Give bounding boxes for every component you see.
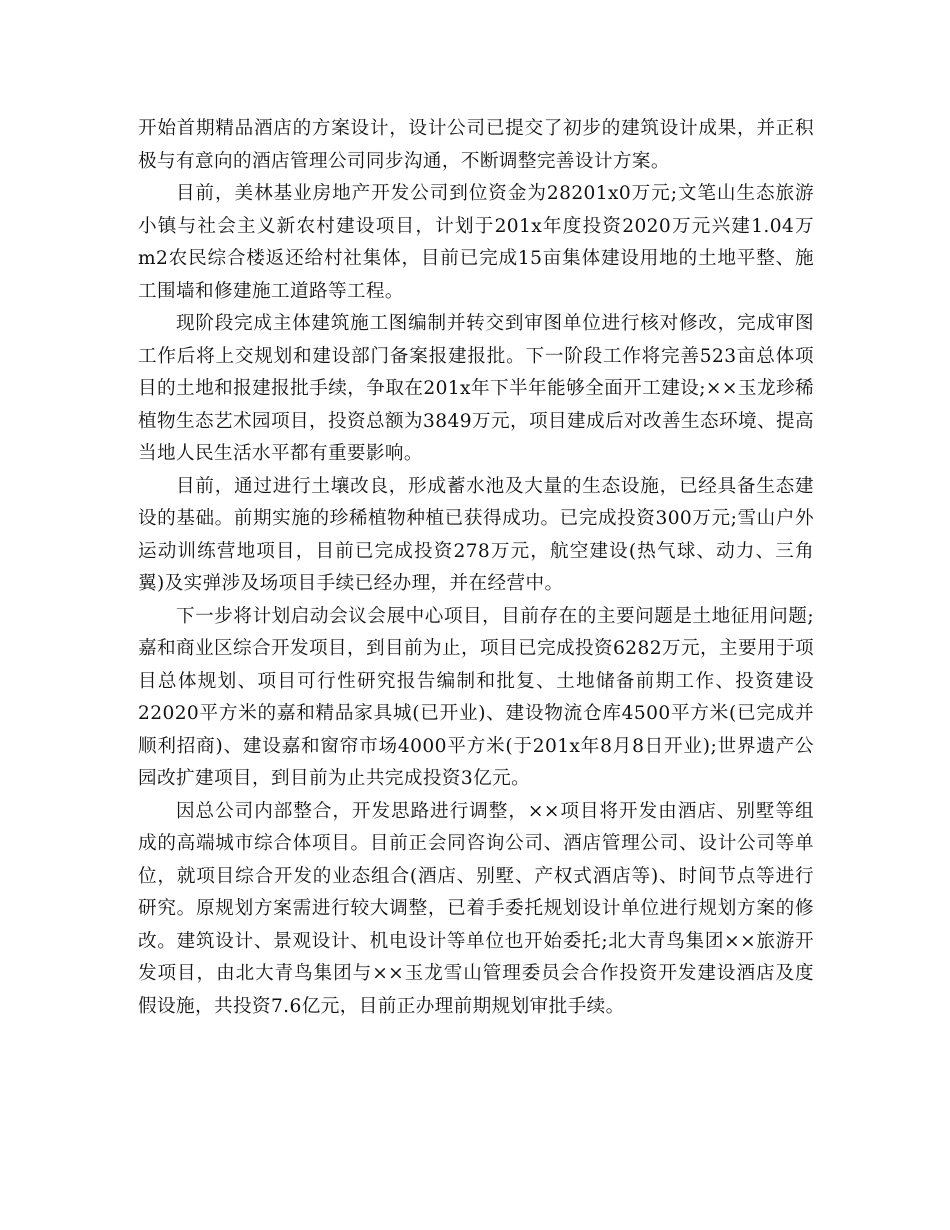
document-body — [138, 113, 814, 1023]
paragraph-3: 现阶段完成主体建筑施工图编制并转交到审图单位进行核对修改，完成审图工作后将上交规划和建设部门备案报建报批。下一阶段工作将完善523亩总体项目的土地和报建报批手续，争取在201x年下半年能够全面开工建设;××玉龙珍稀植物生态艺术园项目，投资总额为3849万元，项目建成后对改善生态环境、提高当地人民生活水平都有重要影响。 — [138, 313, 814, 464]
paragraph-1: 开始首期精品酒店的方案设计，设计公司已提交了初步的建筑设计成果，并正积极与有意向的酒店管理公司同步沟通，不断调整完善设计方案。 — [138, 118, 814, 172]
paragraph-5: 下一步将计划启动会议会展中心项目，目前存在的主要问题是土地征用问题;嘉和商业区综合开发项目，到目前为止，项目已完成投资6282万元，主要用于项目总体规划、项目可行性研究报告编制和批复、土地储备前期工作、投资建设22020平方米的嘉和精品家具城(已开业)、建设物流仓库4500平方米(已完成并顺利招商)、建设嘉和窗帘市场4000平方米(于201x年8月8日开业);世界遗产公园改扩建项目，到目前为止共完成投资3亿元。 — [138, 605, 814, 789]
paragraph-4: 目前，通过进行土壤改良，形成蓄水池及大量的生态设施，已经具备生态建设的基础。前期实施的珍稀植物种植已获得成功。已完成投资300万元;雪山户外运动训练营地项目，目前已完成投资278万元，航空建设(热气球、动力、三角翼)及实弹涉及场项目手续已经办理，并在经营中。 — [138, 475, 814, 594]
paragraph-6: 因总公司内部整合，开发思路进行调整，××项目将开发由酒店、别墅等组成的高端城市综合体项目。目前正会同咨询公司、酒店管理公司、设计公司等单位，就项目综合开发的业态组合(酒店、别墅、产权式酒店等)、时间节点等进行研究。原规划方案需进行较大调整，已着手委托规划设计单位进行规划方案的修改。建筑设计、景观设计、机电设计等单位也开始委托;北大青鸟集团××旅游开发项目，由北大青鸟集团与××玉龙雪山管理委员会合作投资开发建设酒店及度假设施，共投资7.6亿元，目前正办理前期规划审批手续。 — [138, 800, 814, 1017]
paragraph-2: 目前，美林基业房地产开发公司到位资金为28201x0万元;文笔山生态旅游小镇与社会主义新农村建设项目，计划于201x年度投资2020万元兴建1.04万m2农民综合楼返还给村社集体，目前已完成15亩集体建设用地的土地平整、施工围墙和修建施工道路等工程。 — [138, 183, 814, 302]
